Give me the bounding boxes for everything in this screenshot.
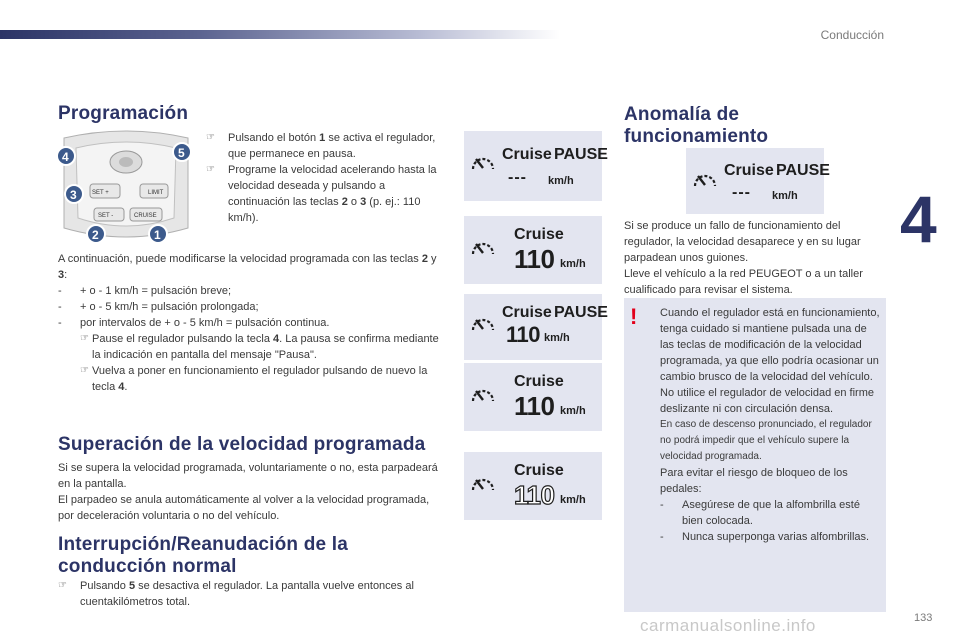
key-number: 2	[421, 253, 428, 265]
text: Pulsando	[80, 580, 129, 592]
text: Programe la velocidad acelerando hasta la velocidad deseada y pulsando a continuación las teclas	[228, 164, 437, 208]
dash-mark: -	[660, 499, 664, 511]
programacion-bullets	[206, 130, 444, 226]
cruise-display	[464, 452, 602, 520]
sub-bullet-item	[58, 331, 442, 363]
section-title: Conducción	[820, 28, 884, 42]
dash-mark: -	[58, 285, 62, 297]
speedometer-icon	[470, 472, 496, 498]
bullet-icon: ☞	[206, 132, 215, 143]
speed-value: 110	[506, 322, 540, 347]
text: :	[64, 269, 68, 281]
dash-item	[58, 283, 442, 299]
dash-mark: -	[660, 531, 664, 543]
pause-label: PAUSE	[554, 146, 608, 163]
heading-line: conducción normal	[58, 556, 237, 577]
text: y	[427, 253, 437, 265]
dash-mark: -	[58, 317, 62, 329]
text: A continuación, puede modificarse la velocidad programada con las teclas	[58, 253, 422, 265]
heading-interrupcion	[58, 534, 348, 578]
page-number: 133	[914, 612, 933, 624]
speed-value: 110	[514, 391, 555, 421]
wheel-label-set-minus: SET -	[98, 213, 114, 219]
text: + o - 1 km/h = pulsación breve;	[80, 285, 232, 297]
wheel-label-cruise: CRUISE	[134, 213, 157, 219]
key-number: 3	[360, 196, 367, 208]
key-number: 2	[341, 196, 348, 208]
pause-label: PAUSE	[554, 304, 608, 321]
bullet-icon: ☞	[206, 164, 215, 175]
steering-wheel-controls-illustration	[56, 128, 196, 248]
paragraph: Lleve el vehículo a la red PEUGEOT o a un taller cualificado para revisar el sistema.	[624, 268, 863, 296]
text: por intervalos de + o - 5 km/h = pulsación continua.	[80, 317, 330, 329]
watermark: carmanualsonline.info	[640, 616, 816, 635]
pause-label: PAUSE	[776, 162, 830, 179]
speedometer-icon	[470, 383, 496, 409]
wheel-button-number: 2	[92, 228, 99, 242]
cruise-label: Cruise	[514, 226, 564, 243]
text: Pause el regulador pulsando la tecla	[92, 333, 274, 345]
wheel-button-number: 3	[70, 188, 77, 202]
cruise-display	[464, 363, 602, 431]
paragraph: Si se supera la velocidad programada, voluntariamente o no, esta parpadeará en la pantalla.	[58, 462, 438, 490]
heading-superacion: Superación de la velocidad programada	[58, 434, 426, 455]
key-number: 4	[273, 333, 280, 345]
text: Nunca superponga varias alfombrillas.	[682, 531, 870, 543]
key-number: 5	[128, 580, 136, 592]
heading-line: Anomalía de	[624, 104, 740, 125]
chapter-number: 4	[900, 182, 937, 256]
speed-unit: km/h	[560, 494, 586, 506]
dash-item	[58, 299, 442, 315]
cruise-display	[464, 216, 602, 284]
bullet-item	[206, 162, 444, 226]
wheel-button-number: 5	[178, 146, 185, 160]
bullet-icon: ☞	[80, 333, 89, 344]
cruise-label: Cruise	[514, 462, 564, 479]
cruise-label: Cruise	[502, 304, 552, 321]
anomalia-text	[624, 218, 886, 298]
heading-programacion: Programación	[58, 103, 189, 124]
paragraph: No utilice el regulador de velocidad en firme deslizante ni con circulación densa.	[660, 387, 875, 415]
wheel-button-number: 4	[62, 150, 69, 164]
cruise-label: Cruise	[502, 146, 552, 163]
cruise-display	[464, 131, 608, 201]
bullet-item	[58, 578, 444, 610]
paragraph: En caso de descenso pronunciado, el regulador no podrá impedir que el vehículo supere la velocidad programada.	[660, 419, 872, 462]
key-number: 4	[118, 381, 125, 393]
speed-unit: km/h	[544, 332, 570, 344]
speedometer-icon	[470, 236, 496, 262]
superacion-text	[58, 460, 442, 524]
dash-mark: -	[58, 301, 62, 313]
text: Asegúrese de que la alfombrilla esté bien colocada.	[682, 499, 860, 527]
speed-unit: km/h	[560, 405, 586, 417]
text: .	[124, 381, 128, 393]
wheel-label-set-plus: SET +	[92, 190, 109, 196]
text: . La pausa se confirma mediante la indicación en pantalla del mensaje "Pausa".	[92, 333, 439, 361]
heading-line: Interrupción/Reanudación de la	[58, 534, 348, 555]
heading-line: funcionamiento	[624, 126, 769, 147]
dash-item	[58, 315, 442, 331]
text: + o - 5 km/h = pulsación prolongada;	[80, 301, 259, 313]
paragraph: Cuando el regulador está en funcionamiento, tenga cuidado si mantiene pulsada una de las teclas de modificación de la velocidad programada, ya que ello podría ocasionar un cambio brusco de la velocidad del vehículo.	[660, 307, 880, 383]
paragraph: Si se produce un fallo de funcionamiento del regulador, la velocidad desaparece y en su lugar parpadean unos guiones.	[624, 220, 861, 264]
speed-value: ---	[508, 169, 527, 186]
text: se activa el regulador, que permanece en pausa.	[228, 132, 436, 160]
cruise-display	[686, 148, 830, 214]
programacion-details	[58, 251, 442, 395]
warning-icon: !	[630, 304, 638, 329]
speed-value: ---	[732, 184, 751, 201]
cruise-display	[464, 294, 608, 360]
speed-unit: km/h	[560, 258, 586, 270]
text: Pulsando el botón	[228, 132, 320, 144]
bullet-icon: ☞	[58, 580, 67, 591]
speed-unit: km/h	[548, 175, 574, 187]
speed-value: 110	[514, 480, 555, 510]
sub-bullet-item	[58, 363, 442, 395]
warning-text	[660, 305, 882, 545]
text: (p. ej.: 110 km/h).	[228, 196, 421, 224]
interrupcion-text	[58, 578, 444, 610]
paragraph: El parpadeo se anula automáticamente al volver a la velocidad programada, por deceleración voluntaria o no del vehículo.	[58, 494, 430, 522]
text: o	[347, 196, 361, 208]
bullet-item	[206, 130, 444, 162]
key-number: 3	[58, 269, 65, 281]
cruise-label: Cruise	[514, 373, 564, 390]
intro-text	[58, 251, 442, 283]
header-bar	[0, 30, 560, 39]
cruise-label: Cruise	[724, 162, 774, 179]
key-number: 1	[319, 132, 326, 144]
text: se desactiva el regulador. La pantalla vuelve entonces al cuentakilómetros total.	[80, 580, 414, 608]
dash-item	[660, 529, 882, 545]
wheel-button-number: 1	[154, 228, 161, 242]
heading-anomalia	[624, 104, 768, 148]
speedometer-icon	[470, 312, 496, 338]
speed-unit: km/h	[772, 190, 798, 202]
speedometer-icon	[692, 168, 718, 194]
speed-value: 110	[514, 244, 555, 274]
dash-item	[660, 497, 882, 529]
text: Vuelva a poner en funcionamiento el regulador pulsando de nuevo la tecla	[92, 365, 428, 393]
bullet-icon: ☞	[80, 365, 89, 376]
paragraph: Para evitar el riesgo de bloqueo de los pedales:	[660, 467, 848, 495]
speedometer-icon	[470, 151, 496, 177]
wheel-label-limit: LIMIT	[148, 190, 164, 196]
